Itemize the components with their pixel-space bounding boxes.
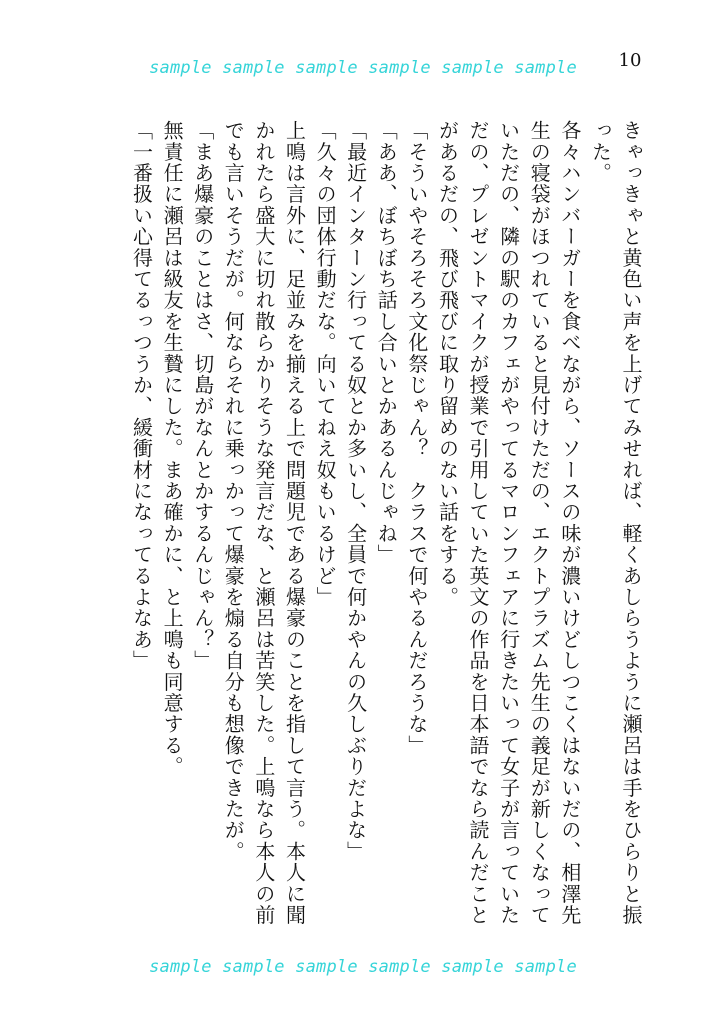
watermark-top: sample sample sample sample sample sample: [149, 58, 577, 78]
paragraph: 「ああ、ぼちぼち話し合いとかあるんじゃね」: [374, 120, 399, 566]
watermark-bottom: sample sample sample sample sample sample: [149, 957, 577, 977]
paragraph: 「久々の団体行動だな。向いてねえ奴もいるけど」: [313, 120, 338, 608]
paragraph: 「最近インターン行ってる奴とか多いし、全員で何かやんの久しぶりだよな」: [343, 120, 368, 862]
body-text: [106, 120, 646, 940]
paragraph: 「一番扱い心得てるっつうか、緩衝材になってるよなあ」: [129, 120, 154, 672]
page-number: 10: [618, 50, 642, 71]
paragraph: きゃっきゃと黄色い声を上げてみせれば、軽くあしらうように瀬呂は手をひらりと振った。: [588, 120, 643, 926]
paragraph: 「まあ爆豪のことはさ、切島がなんとかするんじゃん？」: [190, 120, 215, 672]
paragraph: 各々ハンバーガーを食べながら、ソースの味が濃いけどしつこくはないだの、相澤先生の寝袋がほつれていると見付けただの、エクトプラズム先生の義足が新しくなっていただの、隣の駅のカフェがやってるマロンフェアに行きたいって女子が言っていただの、プレゼントマイクが授業で引用していた英文の作品を日本語でなら読んだことがあるだの、飛び飛びに取り留めのない話をする。: [435, 120, 582, 926]
paragraph: 「そういやそろそろ文化祭じゃん？ クラスで何やるんだろうな」: [404, 120, 429, 756]
paragraph: 上鳴は言外に、足並みを揃える上で問題児である爆豪のことを指して言う。本人に聞かれたら盛大に切れ散らかりそうな発言だな、と瀬呂は苦笑した。上鳴なら本人の前でも言いそうだが。何ならそれに乗っかって爆豪を煽る自分も想像できたが。: [221, 120, 307, 926]
paragraph: 無責任に瀬呂は級友を生贄にした。まあ確かに、と上鳴も同意する。: [160, 120, 185, 778]
